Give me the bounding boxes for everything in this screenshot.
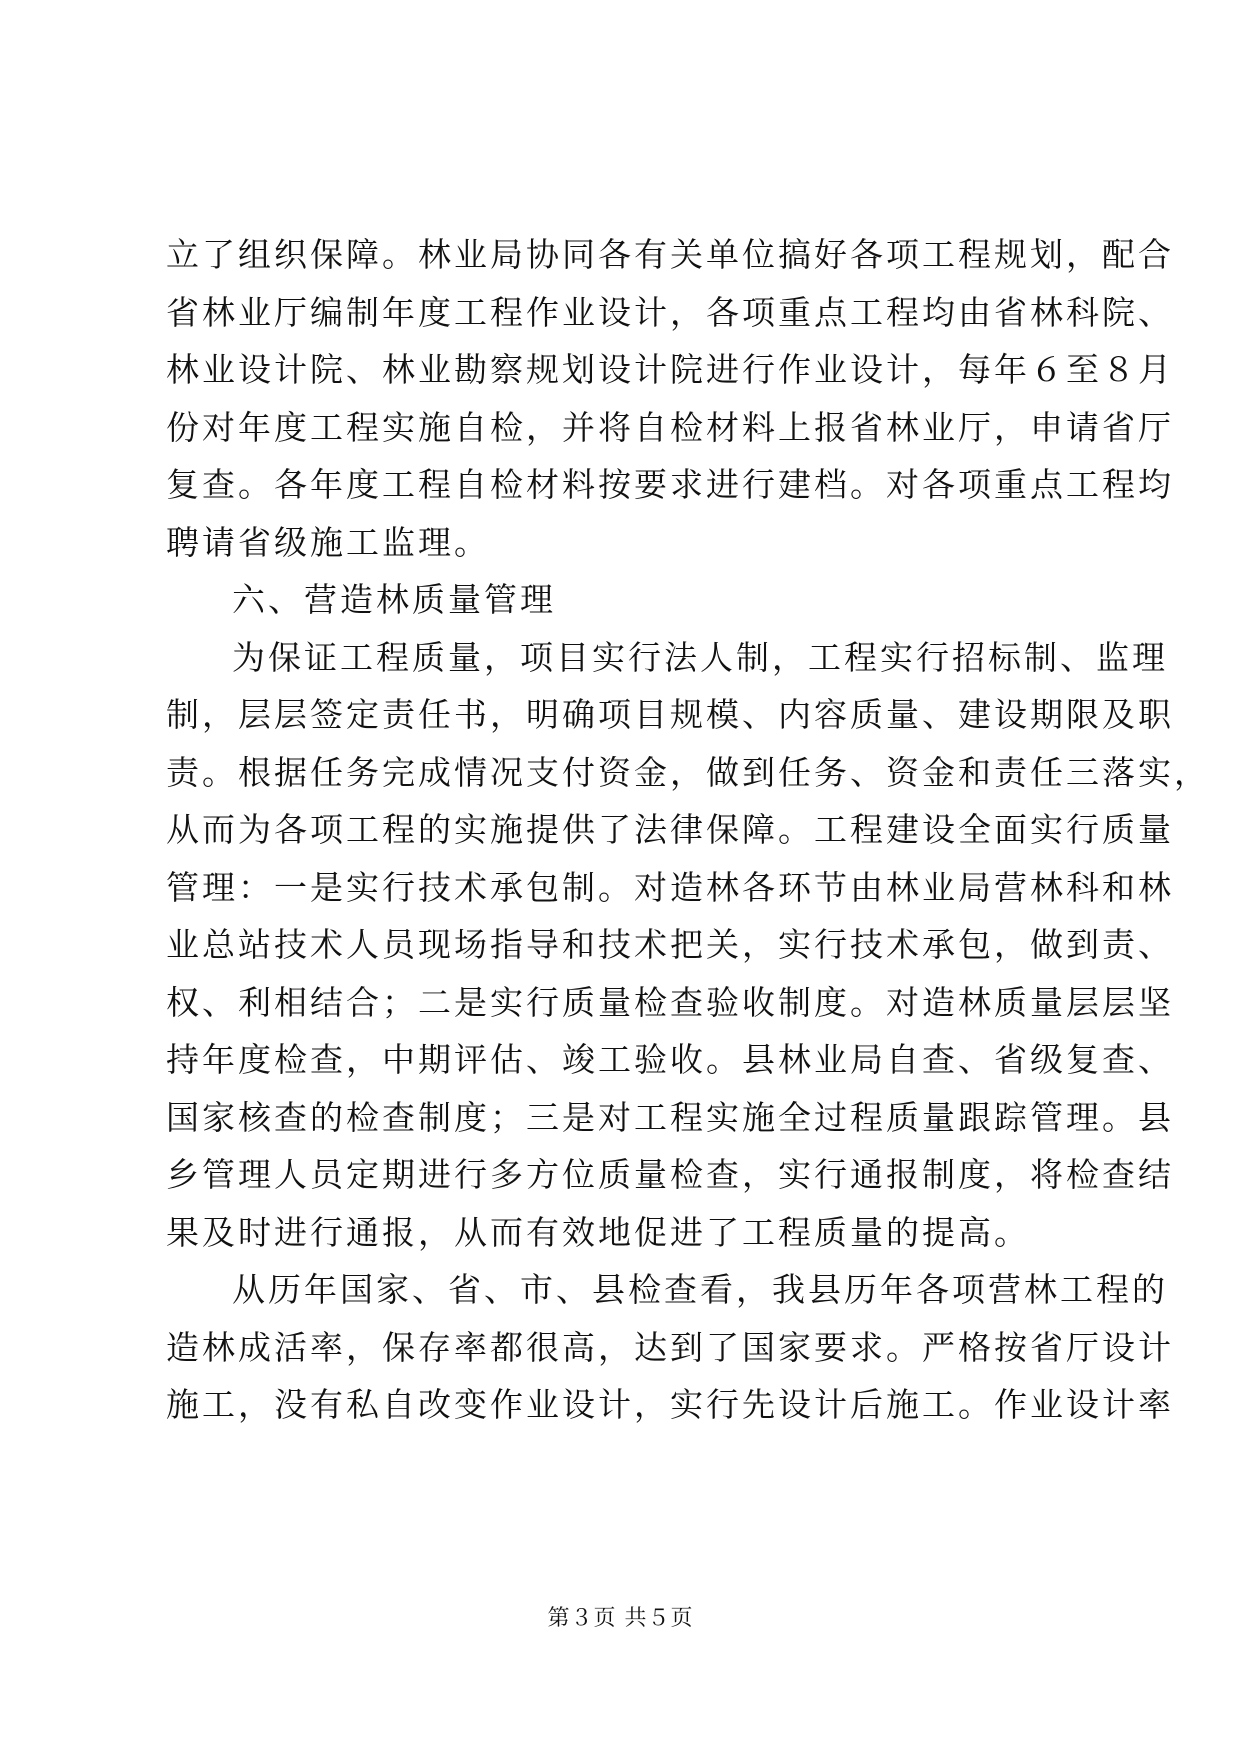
page-number-label: 第３页 共５页 xyxy=(547,1606,694,1631)
paragraph-inspection-results xyxy=(166,1261,1174,1434)
text-line: 聘请省级施工监理。 xyxy=(166,522,490,562)
document-body xyxy=(166,226,1210,1434)
text-line: 造林成活率，保存率都很高，达到了国家要求。严格按省厅设计 xyxy=(166,1327,1174,1367)
text-line: 为保证工程质量，项目实行法人制，工程实行招标制、监理 xyxy=(232,637,1168,677)
text-line: 从而为各项工程的实施提供了法律保障。工程建设全面实行质量 xyxy=(166,810,1174,849)
text-line: 权、利相结合；二是实行质量检查验收制度。对造林质量层层坚 xyxy=(166,982,1174,1022)
text-line: 林业设计院、林业勘察规划设计院进行作业设计，每年６至８月 xyxy=(166,350,1174,389)
text-line: 果及时进行通报，从而有效地促进了工程质量的提高。 xyxy=(166,1212,1030,1252)
paragraph-organization-guarantee xyxy=(166,226,1174,571)
text-line: 省林业厅编制年度工程作业设计，各项重点工程均由省林科院、 xyxy=(166,292,1174,332)
text-line: 立了组织保障。林业局协同各有关单位搞好各项工程规划，配合 xyxy=(166,235,1174,274)
text-line: 责。根据任务完成情况支付资金，做到任务、资金和责任三落实， xyxy=(166,752,1210,792)
text-line: 业总站技术人员现场指导和技术把关，实行技术承包，做到责、 xyxy=(166,925,1174,964)
section-heading-text: 六、营造林质量管理 xyxy=(232,580,556,619)
text-line: 从历年国家、省、市、县检查看，我县历年各项营林工程的 xyxy=(232,1270,1168,1309)
page-footer xyxy=(0,1604,1241,1634)
text-line: 持年度检查，中期评估、竣工验收。县林业局自查、省级复查、 xyxy=(166,1040,1174,1079)
text-line: 份对年度工程实施自检，并将自检材料上报省林业厅，申请省厅 xyxy=(166,407,1174,447)
text-line: 国家核查的检查制度；三是对工程实施全过程质量跟踪管理。县 xyxy=(166,1097,1174,1137)
section-heading-quality-management xyxy=(166,571,1076,629)
text-line: 乡管理人员定期进行多方位质量检查，实行通报制度，将检查结 xyxy=(166,1155,1174,1194)
paragraph-quality-measures xyxy=(166,629,1210,1262)
text-line: 制，层层签定责任书，明确项目规模、内容质量、建设期限及职 xyxy=(166,695,1174,734)
text-line: 施工，没有私自改变作业设计，实行先设计后施工。作业设计率 xyxy=(166,1385,1174,1424)
text-line: 管理：一是实行技术承包制。对造林各环节由林业局营林科和林 xyxy=(166,867,1174,907)
text-line: 复查。各年度工程自检材料按要求进行建档。对各项重点工程均 xyxy=(166,465,1174,504)
